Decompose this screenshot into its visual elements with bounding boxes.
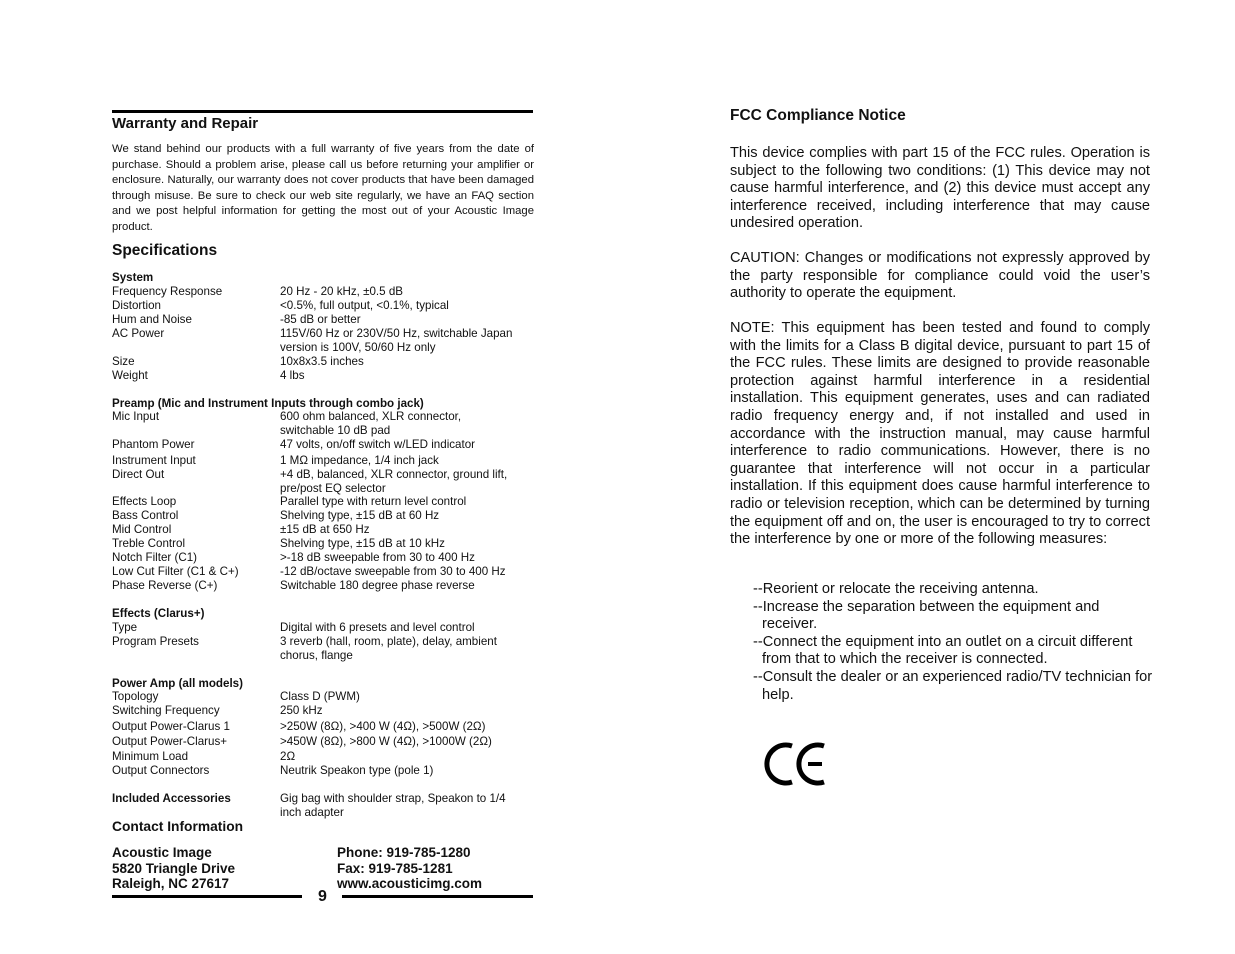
spec-label: Notch Filter (C1) [112, 551, 198, 564]
spec-value: -12 dB/octave sweepable from 30 to 400 Hz [280, 565, 506, 578]
fax-number: Fax: 919-785-1281 [337, 860, 453, 876]
spec-value: 115V/60 Hz or 230V/50 Hz, switchable Japan version is 100V, 50/60 Hz only [280, 327, 513, 354]
spec-value: Shelving type, ±15 dB at 10 kHz [280, 537, 445, 550]
spec-effects-title: Effects (Clarus+) [112, 607, 205, 620]
spec-value: Shelving type, ±15 dB at 60 Hz [280, 509, 440, 522]
spec-value: +4 dB, balanced, XLR connector, ground lift, pre/post EQ selector [280, 468, 508, 495]
spec-value: ±15 dB at 650 Hz [280, 523, 370, 536]
spec-accessories-title: Included Accessories [112, 792, 231, 805]
spec-value: 600 ohm balanced, XLR connector, switchable 10 dB pad [280, 410, 462, 437]
list-item: --Connect the equipment into an outlet on a circuit different from that to which the receiver is connected. [753, 633, 1133, 668]
specifications-heading: Specifications [112, 242, 218, 259]
spec-value: 2Ω [280, 750, 296, 763]
spec-preamp-title: Preamp (Mic and Instrument Inputs through combo jack) [112, 397, 424, 410]
fcc-measures-list [753, 581, 1153, 704]
spec-label: Topology [112, 690, 159, 703]
spec-label: Weight [112, 369, 148, 382]
fcc-note: NOTE: This equipment has been tested and found to comply with the limits for a Class B digital device, pursuant to part 15 of the FCC rules. These limits are designed to provide reasonable protection against harmful interference in a residential installation. This equipment generates, uses and can radiated radio frequency energy and, if not installed and used in accordance with the instruction manual, may cause harmful interference to radio communications. However, there is no guarantee that interference will not occur in a particular installation. If this equipment does cause harmful interference to radio or television reception, which can be determined by turning the equipment off and on, the user is encouraged to try to correct the interference by one or more of the following measures: [730, 320, 1150, 548]
spec-label: Distortion [112, 299, 161, 312]
spec-value: 20 Hz - 20 kHz, ±0.5 dB [280, 285, 403, 298]
contact-address [112, 845, 235, 892]
warranty-heading: Warranty and Repair [112, 115, 259, 132]
company-name: Acoustic Image [112, 845, 212, 860]
list-item: --Consult the dealer or an experienced radio/TV technician for help. [753, 668, 1153, 703]
spec-label: Mic Input [112, 410, 160, 423]
spec-label: Effects Loop [112, 495, 177, 508]
fcc-paragraph: This device complies with part 15 of the FCC rules. Operation is subject to the following two conditions: (1) This device may not cause harmful interference, and (2) this device must accept any interference received, including interference that may cause undesired operation. [730, 145, 1150, 232]
warranty-body: We stand behind our products with a full warranty of five years from the date of purchase. Should a problem arise, please call us before returning your amplifier or enclosure. Naturally, our warranty does not cover products that have been damaged through misuse. Be sure to check our web site regularly, we have an FAQ section and we post helpful information for getting the most out of your Acoustic Image product. [112, 143, 534, 233]
spec-label: Hum and Noise [112, 313, 192, 326]
spec-value: Digital with 6 presets and level control [280, 621, 475, 634]
spec-label: Minimum Load [112, 750, 189, 763]
ce-mark-icon [764, 740, 830, 788]
spec-value: 250 kHz [280, 704, 323, 717]
spec-label: Treble Control [112, 537, 186, 550]
spec-value: Switchable 180 degree phase reverse [280, 579, 475, 592]
spec-label: Switching Frequency [112, 704, 220, 717]
contact-numbers [337, 845, 482, 892]
spec-value: <0.5%, full output, <0.1%, typical [280, 299, 449, 312]
spec-label: Frequency Response [112, 285, 223, 298]
spec-value: >450W (8Ω), >800 W (4Ω), >1000W (2Ω) [280, 735, 492, 748]
spec-value: 1 MΩ impedance, 1/4 inch jack [280, 454, 439, 467]
spec-value: 47 volts, on/off switch w/LED indicator [280, 438, 476, 451]
spec-label: Phantom Power [112, 438, 195, 451]
spec-power-amp-title: Power Amp (all models) [112, 677, 243, 690]
list-item: --Reorient or relocate the receiving antenna. [753, 581, 1039, 597]
spec-label: Direct Out [112, 468, 165, 481]
spec-label: Bass Control [112, 509, 179, 522]
bottom-rule-right [342, 895, 533, 898]
spec-label: Type [112, 621, 138, 634]
spec-label: Mid Control [112, 523, 172, 536]
fcc-heading: FCC Compliance Notice [730, 107, 906, 124]
spec-label: AC Power [112, 327, 165, 340]
spec-value: -85 dB or better [280, 313, 361, 326]
spec-value: >-18 dB sweepable from 30 to 400 Hz [280, 551, 475, 564]
spec-value: 10x8x3.5 inches [280, 355, 364, 368]
spec-value: Gig bag with shoulder strap, Speakon to 1/4 inch adapter [280, 792, 506, 819]
spec-label: Output Connectors [112, 764, 210, 777]
spec-value: 4 lbs [280, 369, 305, 382]
spec-value: Neutrik Speakon type (pole 1) [280, 764, 434, 777]
spec-label: Output Power-Clarus 1 [112, 720, 230, 733]
spec-label: Output Power-Clarus+ [112, 735, 228, 748]
phone-number: Phone: 919-785-1280 [337, 845, 471, 860]
spec-value: 3 reverb (hall, room, plate), delay, ambient chorus, flange [280, 635, 497, 662]
spec-label: Phase Reverse (C+) [112, 579, 218, 592]
spec-value: Class D (PWM) [280, 690, 360, 703]
spec-system-title: System [112, 271, 154, 284]
website-link[interactable]: www.acousticimg.com [337, 876, 483, 891]
city-state-zip: Raleigh, NC 27617 [112, 876, 230, 891]
contact-heading: Contact Information [112, 819, 244, 834]
spec-label: Program Presets [112, 635, 199, 648]
spec-value: Parallel type with return level control [280, 495, 467, 508]
top-rule [112, 110, 533, 113]
bottom-rule-left [112, 895, 302, 898]
street-address: 5820 Triangle Drive [112, 860, 236, 876]
spec-label: Size [112, 355, 135, 368]
list-item: --Increase the separation between the equipment and receiver. [753, 598, 1100, 633]
spec-value: >250W (8Ω), >400 W (4Ω), >500W (2Ω) [280, 720, 486, 733]
fcc-caution: CAUTION: Changes or modifications not expressly approved by the party responsible for compliance could void the user’s authority to operate the equipment. [730, 250, 1150, 302]
spec-label: Low Cut Filter (C1 & C+) [112, 565, 239, 578]
spec-label: Instrument Input [112, 454, 196, 467]
page-number: 9 [318, 888, 327, 905]
